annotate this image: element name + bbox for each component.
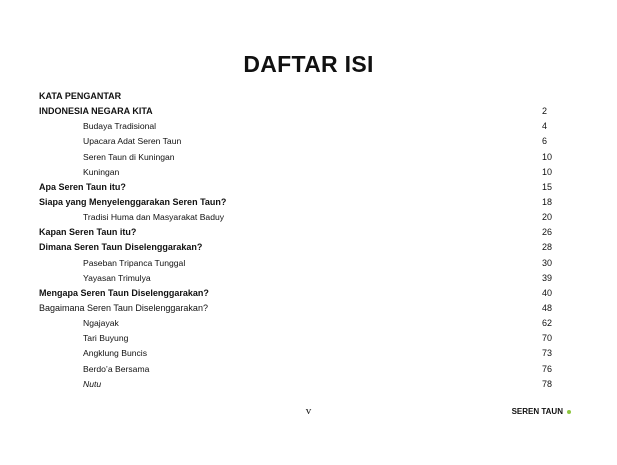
toc-entry-label: Paseban Tripanca Tunggal [83,257,186,268]
toc-entry-page: 73 [542,348,553,359]
toc-entry-page: 2 [542,106,548,117]
table-of-contents [39,92,559,395]
toc-entry-label: Ngajayak [83,318,119,329]
toc-entry-page: 18 [542,196,553,207]
page-number: v [305,405,312,417]
footer-brand [512,407,571,416]
toc-entry[interactable] [39,168,559,177]
toc-entry[interactable] [39,259,559,268]
toc-entry[interactable] [39,289,559,298]
toc-entry-page: 4 [542,121,548,132]
toc-entry-label: INDONESIA NEGARA KITA [39,106,153,117]
toc-entry-page: 10 [542,151,553,162]
toc-entry-label: Tari Buyung [83,333,129,344]
toc-entry-label: Yayasan Trimulya [83,272,151,283]
toc-entry[interactable] [39,334,559,343]
toc-entry[interactable] [39,198,559,207]
toc-entry-page: 62 [542,318,553,329]
toc-entry-label: Siapa yang Menyelenggarakan Seren Taun? [39,196,227,207]
toc-entry[interactable] [39,319,559,328]
toc-entry-page: 26 [542,227,553,238]
toc-entry-label: Bagaimana Seren Taun Diselenggarakan? [39,302,208,313]
toc-entry[interactable] [39,228,559,237]
toc-entry[interactable] [39,349,559,358]
toc-entry-page: 28 [542,242,553,253]
toc-entry[interactable] [39,365,559,374]
toc-entry-label: Angklung Buncis [83,348,148,359]
toc-entry[interactable] [39,183,559,192]
toc-entry[interactable] [39,92,559,101]
toc-entry[interactable] [39,274,559,283]
toc-entry-label: Budaya Tradisional [83,121,157,132]
toc-entry[interactable] [39,122,559,131]
toc-entry-label: Seren Taun di Kuningan [83,151,175,162]
toc-entry-page: 10 [542,166,553,177]
toc-entry[interactable] [39,107,559,116]
toc-entry-label: Kuningan [83,166,120,177]
toc-entry-page: 30 [542,257,553,268]
toc-entry-page: 48 [542,302,553,313]
toc-entry[interactable] [39,380,559,389]
toc-entry[interactable] [39,137,559,146]
toc-entry[interactable] [39,153,559,162]
toc-entry[interactable] [39,304,559,313]
toc-entry-label: KATA PENGANTAR [39,91,122,101]
toc-entry-label: Apa Seren Taun itu? [39,181,126,192]
toc-entry-label: Mengapa Seren Taun Diselenggarakan? [39,287,209,298]
toc-entry-page: 40 [542,287,553,298]
page-title: DAFTAR ISI [243,51,374,77]
toc-entry-label: Upacara Adat Seren Taun [83,136,182,147]
toc-entry-page: 39 [542,272,553,283]
toc-entry-label: Berdo’a Bersama [83,363,150,374]
toc-entry-label: Kapan Seren Taun itu? [39,227,137,238]
footer-brand-label: SEREN TAUN [511,407,563,416]
toc-entry-page: 20 [542,212,553,223]
toc-entry-label: Dimana Seren Taun Diselenggarakan? [39,242,203,253]
toc-entry[interactable] [39,243,559,252]
toc-entry-page: 70 [542,333,553,344]
toc-entry-label: Tradisi Huma dan Masyarakat Baduy [83,212,225,223]
toc-entry-label: Nutu [83,378,102,389]
toc-entry-page: 6 [542,136,548,147]
toc-entry-page: 78 [542,378,553,389]
toc-entry[interactable] [39,213,559,222]
toc-entry-page: 15 [542,181,553,192]
bullet-dot-icon [567,410,571,414]
toc-entry-page: 76 [542,363,553,374]
